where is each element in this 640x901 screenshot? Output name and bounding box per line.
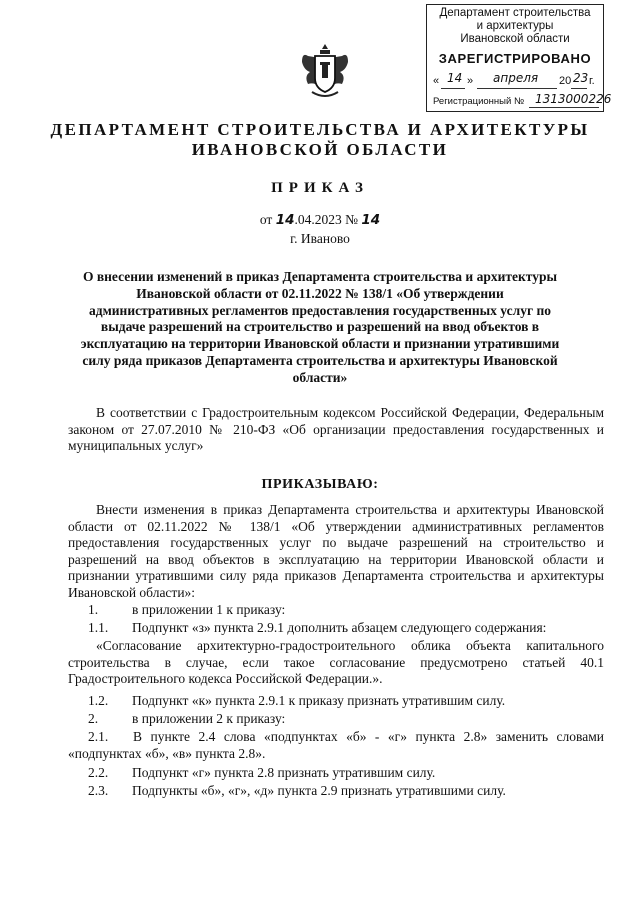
order-word: ПРИКАЗЫВАЮ:	[261, 477, 379, 492]
item-number: 1.2.	[88, 693, 109, 708]
stamp-reg-number-row	[433, 92, 612, 109]
city: г. Иваново	[290, 231, 350, 246]
stamp-reg-label: Регистрационный №	[433, 96, 525, 107]
stamp-line-2: и архитектуры	[476, 20, 554, 32]
stamp-reg-number: 1313000226	[535, 92, 612, 106]
item-number: 1.1.	[88, 620, 109, 635]
stamp-year-end: г.	[589, 75, 595, 87]
stamp-line-1: Департамент строительства	[439, 7, 591, 19]
date-day: 14	[275, 212, 295, 228]
stamp-line-3: Ивановской области	[460, 33, 570, 45]
intro-paragraph: Внести изменения в приказ Департамента строительства и архитектуры Ивановской области от 02.11.2022 № 138/1 «Об утверждении административных регламентов предоставления государственных услуг по выдаче разрешений на строительство и разрешений на ввод объектов в эксплуатацию на территории Ивановской области и признании утратившими силу ряда приказов Департамента строительства и архитектуры Ивановской области»:	[68, 502, 604, 600]
order-title: О внесении изменений в приказ Департамента строительства и архитектуры Ивановской области от 02.11.2022 № 138/1 «Об утверждении административных регламентов предоставления государственных услуг по выдаче разрешений на строительство и разрешений на ввод объектов в эксплуатацию на территории Ивановской области и признании утратившими силу ряда приказов Департамента строительства и архитектуры Ивановской области»	[80, 269, 560, 385]
registration-stamp	[426, 4, 612, 112]
item-text: Подпункты «б», «г», «д» пункта 2.9 признать утратившими силу.	[132, 783, 506, 798]
preamble: В соответствии с Градостроительным кодексом Российской Федерации, Федеральным законом от 27.07.2010 № 210-ФЗ «Об организации предоставления государственных и муниципальных услуг»	[68, 405, 604, 453]
stamp-month: апреля	[493, 71, 539, 85]
item-text: в приложении 1 к приказу:	[132, 602, 286, 617]
coat-of-arms-icon	[300, 40, 350, 100]
list-item	[68, 729, 604, 762]
stamp-year-suffix: 23	[573, 71, 589, 85]
item-number: 2.2.	[88, 765, 109, 780]
item-number: 2.	[88, 711, 99, 726]
order-number: 14	[361, 212, 381, 228]
stamp-quote-open: «	[433, 75, 440, 87]
item-number: 2.1.	[88, 729, 109, 744]
quoted-paragraph: «Согласование архитектурно-градостроительного облика объекта капитального строительства в случае, если такое согласование предусмотрено статьей 40.1 Градостроительного кодекса Российской Федерации.».	[68, 638, 604, 686]
stamp-quote-close: »	[467, 75, 474, 87]
item-text: Подпункт «г» пункта 2.8 признать утратившим силу.	[132, 765, 436, 780]
department-name-line-1: ДЕПАРТАМЕНТ СТРОИТЕЛЬСТВА И АРХИТЕКТУРЫ	[50, 120, 590, 139]
stamp-year-prefix: 20	[559, 75, 572, 87]
stamp-date	[433, 71, 599, 91]
date-rest: .04.2023 №	[294, 212, 358, 227]
department-name-line-2: ИВАНОВСКОЙ ОБЛАСТИ	[191, 140, 449, 159]
stamp-day: 14	[447, 71, 463, 85]
item-text: Подпункт «з» пункта 2.9.1 дополнить абзацем следующего содержания:	[132, 620, 547, 635]
item-number: 2.3.	[88, 783, 109, 798]
item-text: Подпункт «к» пункта 2.9.1 к приказу признать утратившим силу.	[132, 693, 506, 708]
item-text: в приложении 2 к приказу:	[132, 711, 286, 726]
date-prefix: от	[259, 212, 273, 227]
item-text: В пункте 2.4 слова «подпунктах «б» - «г» пункта 2.8» заменить словами «подпунктах «б», «в» пункта 2.8».	[68, 729, 604, 761]
document-type: ПРИКАЗ	[271, 180, 369, 196]
item-number: 1.	[88, 602, 99, 617]
order-date-number	[0, 212, 640, 228]
stamp-registered: ЗАРЕГИСТРИРОВАНО	[438, 51, 592, 66]
